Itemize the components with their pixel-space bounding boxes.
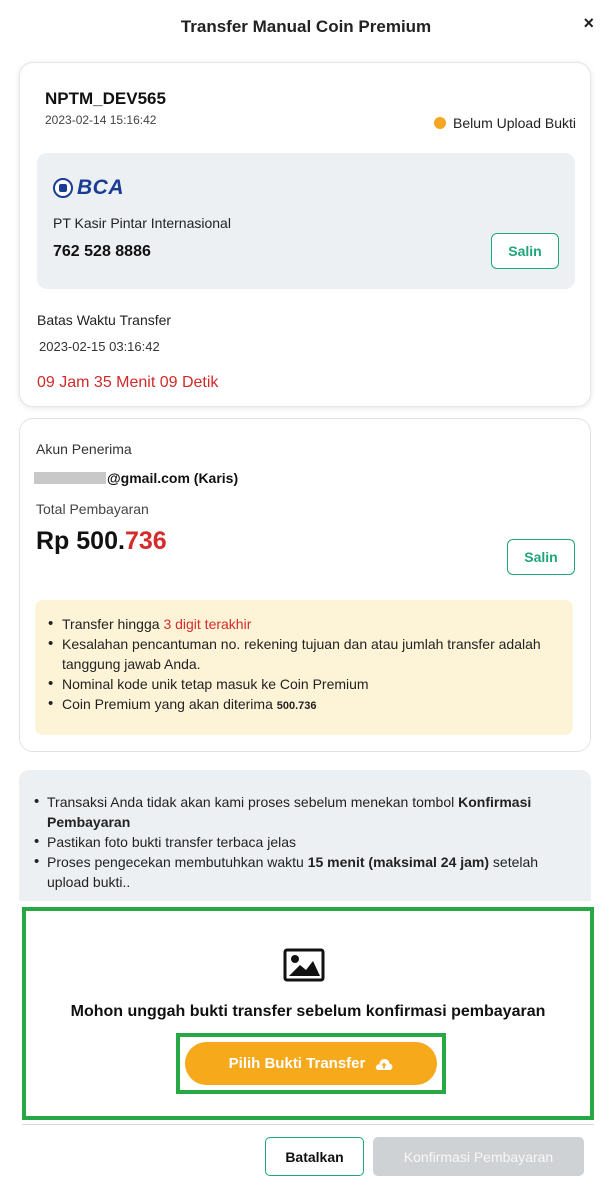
- modal-title: Transfer Manual Coin Premium: [180, 17, 432, 36]
- deadline-label: Batas Waktu Transfer: [37, 312, 172, 328]
- warning-item-text: Transfer hingga: [62, 616, 164, 632]
- bca-emblem-icon: [53, 178, 73, 198]
- footer-divider: [22, 1124, 594, 1125]
- warning-list: [45, 614, 563, 716]
- pick-proof-highlight: [176, 1033, 446, 1094]
- info-item-tail: setelah upload bukti..: [47, 854, 539, 890]
- info-item-bold: 15 menit (maksimal 24 jam): [307, 854, 490, 870]
- info-item-text: Transaksi Anda tidak akan kami proses sebelum menekan tombol: [47, 794, 459, 810]
- warning-item: • Kesalahan pencantuman no. rekening tujuan dan atau jumlah transfer adalah tanggung jawab Anda.: [45, 634, 563, 674]
- status-text: Belum Upload Bukti: [453, 115, 576, 131]
- warning-item: • Nominal kode unik tetap masuk ke Coin Premium: [45, 674, 563, 694]
- info-item-text: Proses pengecekan membutuhkan waktu: [47, 854, 308, 870]
- image-icon: [283, 948, 325, 982]
- invoice-date: 2023-02-14 15:16:42: [45, 113, 157, 127]
- status-dot-icon: [434, 117, 446, 129]
- info-item: [31, 852, 579, 892]
- invoice-card: [19, 62, 591, 407]
- bank-account-holder: PT Kasir Pintar Internasional: [53, 215, 231, 231]
- countdown-timer: 09 Jam 35 Menit 09 Detik: [37, 374, 219, 391]
- status-badge: [434, 115, 576, 131]
- info-box: [19, 770, 591, 901]
- info-item-bold: Konfirmasi Pembayaran: [47, 794, 532, 830]
- info-list: [31, 792, 579, 892]
- upload-section: [22, 907, 594, 1120]
- invoice-id: NPTM_DEV565: [45, 89, 166, 108]
- bank-account-box: [37, 153, 575, 289]
- warning-box: [35, 600, 573, 735]
- cancel-button[interactable]: Batalkan: [265, 1137, 364, 1176]
- bca-logo-text: BCA: [77, 176, 124, 199]
- pick-proof-label: Pilih Bukti Transfer: [228, 1055, 366, 1072]
- total-amount-prefix: Rp 500.: [36, 527, 125, 555]
- warning-item: [45, 694, 563, 716]
- upload-message: Mohon unggah bukti transfer sebelum konfirmasi pembayaran: [70, 1003, 546, 1020]
- copy-account-button[interactable]: Salin: [491, 233, 559, 269]
- deadline-date: 2023-02-15 03:16:42: [39, 339, 160, 354]
- payment-card: [19, 418, 591, 752]
- modal-header: [4, 4, 608, 48]
- confirm-payment-button[interactable]: Konfirmasi Pembayaran: [373, 1137, 584, 1176]
- recipient-email: [34, 470, 238, 486]
- total-amount-unique-code: 736: [124, 527, 167, 555]
- copy-amount-button[interactable]: Salin: [507, 539, 575, 575]
- warning-item: [45, 614, 563, 634]
- bank-account-number: 762 528 8886: [53, 243, 151, 260]
- total-label: Total Pembayaran: [36, 501, 149, 517]
- coin-value: 500.736: [276, 700, 317, 712]
- total-amount: [36, 527, 167, 556]
- warning-highlight: 3 digit terakhir: [163, 616, 252, 632]
- info-item: • Pastikan foto bukti transfer terbaca jelas: [31, 832, 579, 852]
- pick-proof-button[interactable]: [185, 1042, 437, 1085]
- recipient-email-text: @gmail.com (Karis): [107, 470, 239, 486]
- recipient-label: Akun Penerima: [36, 441, 132, 457]
- close-icon[interactable]: ×: [583, 13, 594, 33]
- warning-item-text: Coin Premium yang akan diterima: [62, 696, 277, 712]
- bca-logo: [53, 175, 124, 201]
- redacted-block: [34, 472, 106, 484]
- cloud-upload-icon: [375, 1057, 393, 1071]
- transfer-modal: [4, 4, 608, 1184]
- info-item: [31, 792, 579, 832]
